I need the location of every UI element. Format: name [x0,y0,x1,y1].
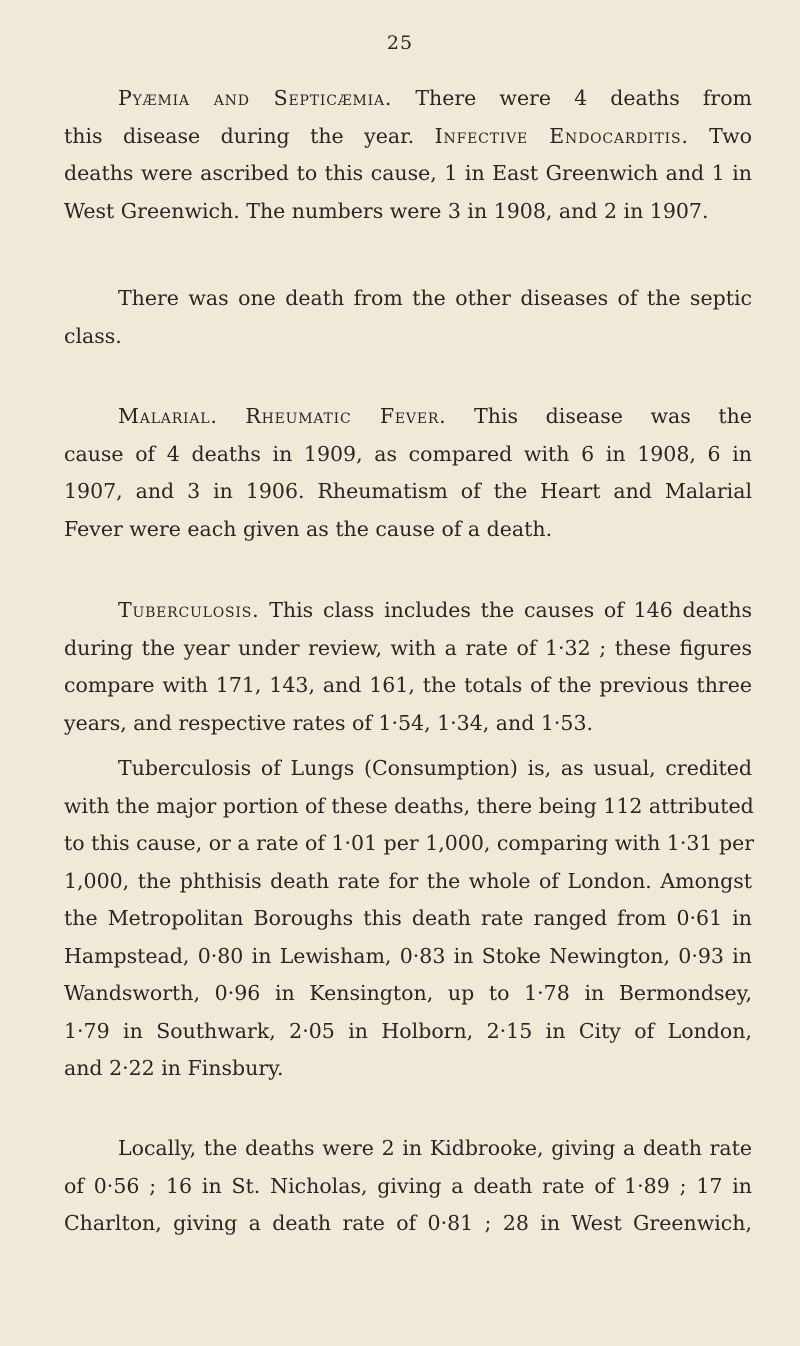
text-line: with the major portion of these deaths, there being 112 attributed [64,793,754,818]
text-line: Tuberculosis. This class includes the causes of 146 deaths [118,598,752,622]
paragraph-rheumatic-fever [64,398,752,548]
paragraph-septic-class [64,280,752,355]
text-line: class. [64,323,122,348]
text-line: 1,000, the phthisis death rate for the whole of London. Amongst [64,868,752,893]
text-line: 1907, and 3 in 1906. Rheumatism of the Heart and Malarial [64,479,752,503]
text-line: to this cause, or a rate of 1·01 per 1,000, comparing with 1·31 per [64,831,755,855]
paragraph-consumption [64,750,755,1088]
page-number: 25 [386,32,414,54]
text-line: this disease during the year. Infective Endocarditis. Two [64,123,752,148]
text-line: Pyæmia and Septicæmia. There were 4 deaths from [118,86,753,110]
text-line: Charlton, giving a death rate of 0·81 ; 28 in West Greenwich, [64,1211,752,1235]
paragraph-local-deaths [64,1130,752,1243]
text-line: Malarial. Rheumatic Fever. This disease was the [118,404,752,428]
text-line: deaths were ascribed to this cause, 1 in East Greenwich and 1 in [64,161,752,185]
heading-tuberculosis: Tuberculosis. [118,598,260,622]
heading-infective-endocarditis: Infective Endocarditis. [434,123,689,148]
text-line: years, and respective rates of 1·54, 1·34, and 1·53. [64,710,594,735]
text-line: Locally, the deaths were 2 in Kidbrooke, giving a death rate [118,1136,752,1160]
text-line: of 0·56 ; 16 in St. Nicholas, giving a death rate of 1·89 ; 17 in [64,1173,752,1198]
paragraph-tuberculosis [64,592,752,742]
paragraph-pyaemia-endocarditis [64,80,753,230]
text-line: Hampstead, 0·80 in Lewisham, 0·83 in Stoke Newington, 0·93 in [64,943,752,968]
text-line: during the year under review, with a rate of 1·32 ; these figures [64,635,752,660]
heading-malarial: Malarial. [118,404,218,428]
text-line: 1·79 in Southwark, 2·05 in Holborn, 2·15 in City of London, [64,1018,752,1043]
text-line: Tuberculosis of Lungs (Consumption) is, as usual, credited [118,756,752,780]
text-line: the Metropolitan Boroughs this death rate ranged from 0·61 in [64,906,752,930]
text-line: West Greenwich. The numbers were 3 in 1908, and 2 in 1907. [64,198,709,223]
text-line: compare with 171, 143, and 161, the totals of the previous three [64,673,752,697]
text-line: and 2·22 in Finsbury. [64,1056,284,1080]
text-line: There was one death from the other diseases of the septic [118,286,752,310]
text-line: Fever were each given as the cause of a death. [64,516,553,541]
text-line: Wandsworth, 0·96 in Kensington, up to 1·78 in Bermondsey, [64,981,752,1005]
heading-rheumatic-fever: Rheumatic Fever. [245,404,447,428]
heading-pyaemia-septicaemia: Pyæmia and Septicæmia. [118,86,393,110]
text-line: cause of 4 deaths in 1909, as compared with 6 in 1908, 6 in [64,441,752,466]
